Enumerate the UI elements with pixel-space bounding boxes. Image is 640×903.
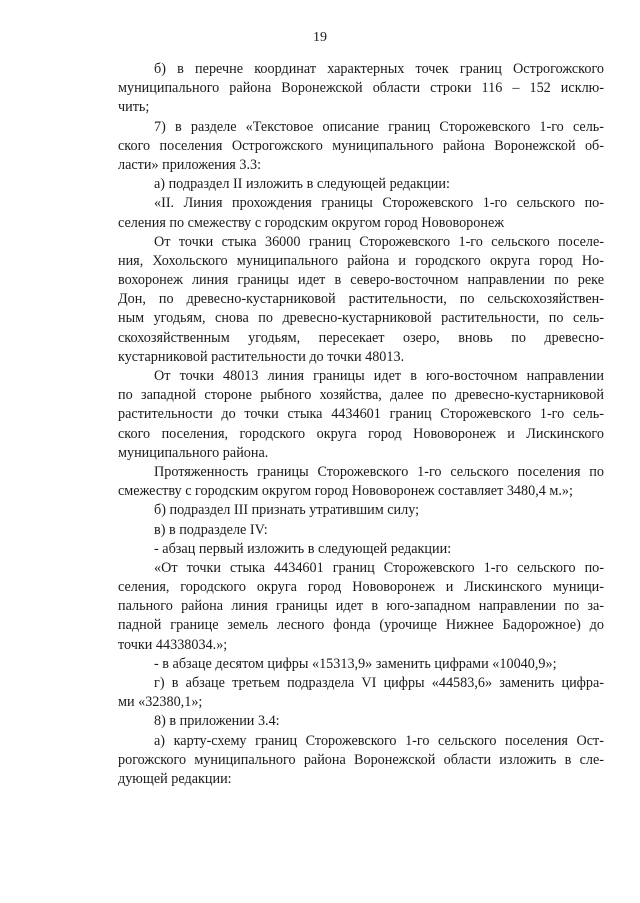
text-line: муниципального района Воронежской области строки 116 – 152 исклю- <box>118 80 604 97</box>
text-line: ми «32380,1»; <box>118 694 203 711</box>
text-line: От точки стыка 36000 границ Сторожевского 1-го сельского поселе- <box>154 233 604 250</box>
text-line: вохоронеж линия границы идет в северо-восточном направлении по реке <box>118 272 604 289</box>
text-line: точки 44338034.»; <box>118 636 228 653</box>
text-line: 8) в приложении 3.4: <box>154 713 280 730</box>
document-body <box>118 60 604 789</box>
text-line: падной границе земель лесного фонда (урочище Нижнее Бадорожное) до <box>118 617 604 634</box>
text-line: смежеству с городским округом город Нововоронеж составляет 3480,4 м.»; <box>118 483 573 500</box>
text-line: скохозяйственным угодьям, пересекает озеро, вновь по древесно- <box>118 329 604 346</box>
text-line: Дон, по древесно-кустарниковой растительности, по сельскохозяйствен- <box>118 291 604 308</box>
text-line: дующей редакции: <box>118 770 232 787</box>
text-line: Протяженность границы Сторожевского 1-го сельского поселения по <box>154 463 604 480</box>
text-line: селения по смежеству с городским округом город Нововоронеж <box>118 214 505 231</box>
text-line: а) карту-схему границ Сторожевского 1-го сельского поселения Ост- <box>154 732 604 749</box>
text-line: селения, городского округа город Нововоронеж и Лискинского муници- <box>118 579 604 596</box>
text-line: «II. Линия прохождения границы Сторожевского 1-го сельского по- <box>154 195 604 212</box>
text-line: ным угодьям, снова по древесно-кустарниковой растительности, по сель- <box>118 310 604 327</box>
text-line: чить; <box>118 99 150 116</box>
text-line: - абзац первый изложить в следующей редакции: <box>154 540 452 557</box>
text-line: муниципального района. <box>118 444 269 461</box>
text-line: а) подраздел II изложить в следующей редакции: <box>154 176 450 193</box>
text-line: ского поселения, городского округа город Нововоронеж и Лискинского <box>118 425 604 442</box>
text-line: рогожского муниципального района Воронежской области изложить в сле- <box>118 751 604 768</box>
text-line: б) подраздел III признать утратившим силу; <box>154 502 420 519</box>
text-line: ского поселения Острогожского муниципального района Воронежской об- <box>118 137 604 154</box>
text-line: г) в абзаце третьем подраздела VI цифры «44583,6» заменить цифра- <box>154 675 604 691</box>
text-line: растительности до точки стыка 4434601 границ Сторожевского 1-го сель- <box>118 406 604 423</box>
page-number: 19 <box>313 30 327 45</box>
text-line: по западной стороне рыбного хозяйства, далее по древесно-кустарниковой <box>118 387 604 404</box>
text-line: б) в перечне координат характерных точек границ Острогожского <box>154 61 604 77</box>
text-line: - в абзаце десятом цифры «15313,9» заменить цифрами «10040,9»; <box>154 655 557 672</box>
text-line: От точки 48013 линия границы идет в юго-восточном направлении <box>154 368 604 384</box>
text-line: 7) в разделе «Текстовое описание границ Сторожевского 1-го сель- <box>154 118 604 135</box>
text-line: кустарниковой растительности до точки 48013. <box>118 348 405 365</box>
text-line: в) в подразделе IV: <box>154 521 268 538</box>
text-line: «От точки стыка 4434601 границ Сторожевского 1-го сельского по- <box>154 559 604 576</box>
text-line: пального района линия границы идет в юго-западном направлении по за- <box>118 598 604 615</box>
text-line: ласти» приложения 3.3: <box>118 156 262 173</box>
text-line: ния, Хохольского муниципального района и городского округа город Но- <box>118 252 604 269</box>
